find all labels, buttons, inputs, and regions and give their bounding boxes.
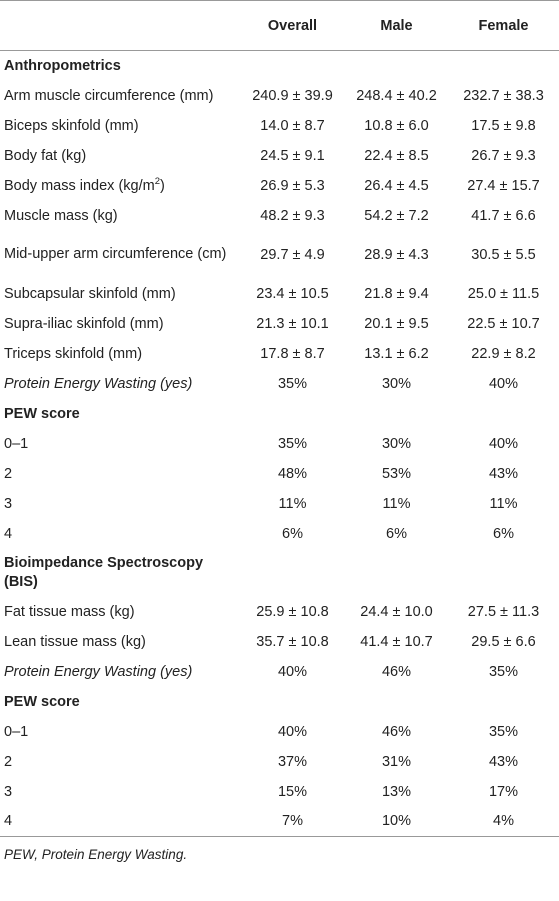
bmi-label-text: Body mass index (kg/m <box>4 177 155 194</box>
table-row <box>0 279 559 309</box>
section-pew-score: PEW score <box>4 693 80 710</box>
table-row <box>0 657 559 687</box>
row-label: Lean tissue mass (kg) <box>4 633 146 650</box>
row-label: Triceps skinfold (mm) <box>4 345 143 362</box>
table-row <box>0 747 559 777</box>
cell-overall: 6% <box>282 525 303 542</box>
cell-overall: 21.3 ± 10.1 <box>256 315 329 332</box>
cell-female: 232.7 ± 38.3 <box>463 87 544 104</box>
section-row <box>0 51 559 81</box>
table-row <box>0 369 559 399</box>
bmi-label-close: ) <box>160 177 165 194</box>
row-label: 4 <box>0 807 240 837</box>
header-blank <box>0 1 240 51</box>
table-row <box>0 777 559 807</box>
cell-female: 29.5 ± 6.6 <box>471 633 536 650</box>
row-label: Subcapsular skinfold (mm) <box>4 285 176 302</box>
cell-female: 41.7 ± 6.6 <box>471 207 536 224</box>
cell-female: 30.5 ± 5.5 <box>471 246 536 263</box>
row-label: Protein Energy Wasting (yes) <box>4 375 193 392</box>
table-row <box>0 201 559 231</box>
cell-male: 13.1 ± 6.2 <box>364 345 429 362</box>
cell-female: 35% <box>488 663 519 680</box>
table-row <box>0 597 559 627</box>
row-label: Biceps skinfold (mm) <box>4 117 139 134</box>
cell-male: 10% <box>345 807 448 837</box>
header-male: Male <box>345 1 448 51</box>
header-row <box>0 1 559 51</box>
row-label: Arm muscle circumference (mm) <box>4 87 214 104</box>
cell-female: 22.9 ± 8.2 <box>471 345 536 362</box>
cell-male: 6% <box>386 525 407 542</box>
cell-overall: 35% <box>277 375 308 392</box>
row-label: 3 <box>4 495 13 512</box>
cell-female: 35% <box>488 723 519 740</box>
row-label: 0–1 <box>4 723 29 740</box>
cell-overall: 48.2 ± 9.3 <box>260 207 325 224</box>
cell-male: 46% <box>381 663 412 680</box>
cell-male: 22.4 ± 8.5 <box>364 147 429 164</box>
cell-overall: 240.9 ± 39.9 <box>252 87 333 104</box>
cell-female: 26.7 ± 9.3 <box>471 147 536 164</box>
cell-male: 54.2 ± 7.2 <box>364 207 429 224</box>
cell-male: 31% <box>381 753 412 770</box>
table-row <box>0 429 559 459</box>
cell-male: 26.4 ± 4.5 <box>364 177 429 194</box>
table-row <box>0 459 559 489</box>
section-row <box>0 399 559 429</box>
table-row <box>0 717 559 747</box>
row-label: Body fat (kg) <box>4 147 87 164</box>
cell-female: 17% <box>488 783 519 800</box>
section-row <box>0 687 559 717</box>
cell-female: 22.5 ± 10.7 <box>467 315 540 332</box>
cell-female: 6% <box>493 525 514 542</box>
table-row <box>0 339 559 369</box>
cell-male: 53% <box>381 465 412 482</box>
row-label: Fat tissue mass (kg) <box>4 603 135 620</box>
cell-overall: 40% <box>277 723 308 740</box>
table-footnote: PEW, Protein Energy Wasting. <box>4 847 188 862</box>
cell-male: 46% <box>381 723 412 740</box>
cell-overall: 29.7 ± 4.9 <box>260 246 325 263</box>
row-label: Mid-upper arm circumference (cm) <box>4 246 227 262</box>
table-row <box>0 807 559 837</box>
cell-overall: 15% <box>277 783 308 800</box>
header-female: Female <box>448 1 559 51</box>
cell-male: 10.8 ± 6.0 <box>364 117 429 134</box>
table-row <box>0 141 559 171</box>
table-row <box>0 111 559 141</box>
row-label: Protein Energy Wasting (yes) <box>4 663 193 680</box>
row-label: 3 <box>4 783 13 800</box>
header-overall: Overall <box>240 1 345 51</box>
cell-overall: 40% <box>277 663 308 680</box>
cell-male: 41.4 ± 10.7 <box>360 633 433 650</box>
section-pew-score: PEW score <box>4 405 80 422</box>
cell-male: 21.8 ± 9.4 <box>364 285 429 302</box>
cell-male: 30% <box>381 375 412 392</box>
cell-female: 43% <box>488 465 519 482</box>
cell-overall: 48% <box>277 465 308 482</box>
table-row <box>0 231 559 279</box>
cell-overall: 37% <box>277 753 308 770</box>
table-row <box>0 489 559 519</box>
bmi-superscript: 2 <box>154 175 160 187</box>
row-label: 2 <box>4 753 13 770</box>
section-blank <box>345 549 448 597</box>
section-blank <box>240 549 345 597</box>
row-label: Muscle mass (kg) <box>4 207 118 224</box>
row-label: 0–1 <box>4 435 29 452</box>
row-label: Supra-iliac skinfold (mm) <box>4 315 164 332</box>
cell-male: 24.4 ± 10.0 <box>360 603 433 620</box>
cell-overall: 14.0 ± 8.7 <box>260 117 325 134</box>
row-label: 4 <box>4 525 13 542</box>
cell-male: 30% <box>381 435 412 452</box>
cell-overall: 25.9 ± 10.8 <box>256 603 329 620</box>
cell-female: 27.4 ± 15.7 <box>467 177 540 194</box>
cell-overall: 35.7 ± 10.8 <box>256 633 329 650</box>
section-row <box>0 549 559 597</box>
section-blank <box>448 549 559 597</box>
cell-female: 43% <box>488 753 519 770</box>
cell-overall: 24.5 ± 9.1 <box>260 147 325 164</box>
cell-overall: 35% <box>277 435 308 452</box>
table-row <box>0 519 559 549</box>
section-anthropometrics: Anthropometrics <box>4 57 121 74</box>
table-row <box>0 81 559 111</box>
cell-overall: 23.4 ± 10.5 <box>256 285 329 302</box>
cell-female: 40% <box>488 375 519 392</box>
cell-overall: 11% <box>278 495 307 512</box>
cell-overall: 26.9 ± 5.3 <box>260 177 325 194</box>
table-row <box>0 171 559 201</box>
section-bis: Bioimpedance Spectroscopy (BIS) <box>4 554 204 590</box>
cell-female: 11% <box>489 495 518 512</box>
cell-female: 25.0 ± 11.5 <box>467 285 540 302</box>
cell-male: 11% <box>382 495 411 512</box>
table-row <box>0 309 559 339</box>
cell-overall: 17.8 ± 8.7 <box>260 345 325 362</box>
cell-female: 17.5 ± 9.8 <box>471 117 536 134</box>
cell-overall: 7% <box>240 807 345 837</box>
cell-female: 40% <box>488 435 519 452</box>
cell-male: 248.4 ± 40.2 <box>356 87 437 104</box>
row-label <box>0 171 240 201</box>
cell-male: 13% <box>381 783 412 800</box>
row-label: 2 <box>4 465 13 482</box>
cell-female: 27.5 ± 11.3 <box>467 603 540 620</box>
table-row <box>0 627 559 657</box>
cell-male: 28.9 ± 4.3 <box>364 246 429 263</box>
cell-male: 20.1 ± 9.5 <box>364 315 429 332</box>
cell-female: 4% <box>448 807 559 837</box>
